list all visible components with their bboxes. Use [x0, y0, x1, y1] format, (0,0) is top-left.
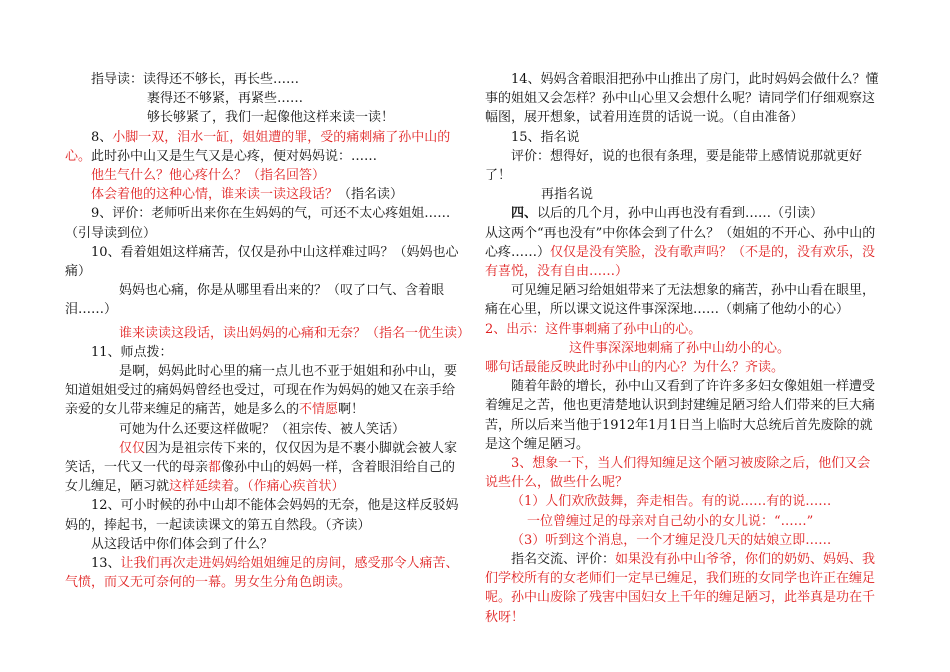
paragraph-10: 10、看着姐姐这样痛苦，仅仅是孙中山这样难过吗？（妈妈也心痛） — [65, 244, 459, 280]
right-column — [485, 70, 883, 627]
paragraph-teacher-note: 是啊，妈妈此时心里的痛一点儿也不亚于姐姐和孙中山，要知道姐姐受过的痛妈妈曾经也受过，可现在作为妈妈的她又在亲手给亲爱的女儿带来缠足的痛苦，她是多么的不情愿啊！ — [65, 364, 458, 418]
paragraph-tradition: 仅仅因为是祖宗传下来的，仅仅因为是不裹小脚就会被人家笑话，一代又一代的母亲都像孙中山的妈妈一样，含着眼泪给自己的女儿缠足，陋习就这样延续着。（作痛心疾首状） — [65, 440, 458, 495]
paragraph-imagine-3: （3）听到这个消息，一个才缠足没几天的姑娘立即…… — [511, 532, 832, 548]
paragraph-imagine-2: 一位曾缠过足的母亲对自己幼小的女儿说：“……” — [527, 513, 814, 529]
paragraph-mother-heartache: 妈妈也心痛，你是从哪里看出来的？（叹了口气、含着眼泪……） — [65, 283, 445, 318]
paragraph-call-again: 再指名说 — [541, 187, 594, 203]
left-column — [65, 70, 471, 592]
paragraph-13: 13、让我们再次走进妈妈给姐姐缠足的房间，感受那令人痛苦、气愤，而又无可奈何的一幕。男女生分角色朗读。 — [65, 556, 459, 591]
paragraph-section-four: 四、以后的几个月，孙中山再也没有看到……（引读） — [511, 206, 824, 222]
paragraph-pain: 可见缠足陋习给姐姐带来了无法想象的痛苦，孙中山看在眼里，痛在心里，所以课文说这件事深深地……（刺痛了他幼小的心） — [485, 283, 876, 318]
paragraph-question-red: 他生气什么？他心疼什么？（指名回答） — [91, 168, 326, 184]
paragraph-show-sentence-2: 这件事深深地刺痛了孙中山幼小的心。 — [569, 340, 791, 356]
paragraph-show-sentence: 2、出示：这件事刺痛了孙中山的心。 — [485, 321, 702, 337]
paragraph-read-prompt: 体会着他的这种心情，谁来读一读这段话？（指名读） — [91, 187, 404, 203]
paragraph-why: 可她为什么还要这样做呢？（祖宗传、被人笑话） — [119, 421, 406, 437]
paragraph-read-red: 谁来读读这段话，读出妈妈的心痛和无奈？（指名一优生读） — [119, 325, 471, 341]
paragraph-which-sentence: 哪句话最能反映此时孙中山的内心？为什么？齐读。 — [485, 360, 785, 376]
paragraph-9: 9、评价：老师听出来你在生妈妈的气，可还不太心疼姐姐……（引导读到位） — [65, 206, 451, 241]
paragraph-14: 14、妈妈含着眼泪把孙中山推出了房门，此时妈妈会做什么？懂事的姐姐又会怎样？孙中山心里又会想什么呢？请同学们仔细观察这幅图，展开想象，试着用连贯的话说一说。（自由准备） — [485, 72, 879, 126]
paragraph-imagine: 3、想象一下，当人们得知缠足这个陋习被废除之后，他们又会说些什么，做些什么呢？ — [485, 456, 871, 491]
paragraph-never-again: 从这两个“再也没有”中你体会到了什么？（姐姐的不开心、孙中山的心疼……）仅仅是没有笑脸，没有歌声吗？（不是的，没有欢乐，没有喜悦，没有自由……） — [485, 225, 876, 280]
paragraph-12: 12、可小时候的孙中山却不能体会妈妈的无奈，他是这样反驳妈妈的，捧起书，一起读读课文的第五自然段。（齐读） — [65, 498, 459, 533]
paragraph-wrap-tighter: 裹得还不够紧，再紧些…… — [147, 91, 304, 107]
paragraph-11: 11、师点拨： — [91, 344, 173, 360]
paragraph-exchange: 指名交流、评价：如果没有孙中山爷爷，你们的奶奶、妈妈、我们学校所有的女老师们一定早已缠足，我们班的女同学也许正在缠足呢。孙中山废除了残害中国妇女上千年的缠足陋习，此举真是功在千秋呀！ — [485, 552, 876, 625]
paragraph-read-together: 够长够紧了，我们一起像他这样来读一读！ — [147, 110, 395, 126]
paragraph-imagine-1: （1）人们欢欣鼓舞，奔走相告。有的说……有的说…… — [511, 494, 832, 510]
paragraph-guide-read: 指导读：读得还不够长，再长些…… — [91, 72, 300, 87]
paragraph-8: 8、小脚一双，泪水一缸，姐姐遭的罪，受的痛刺痛了孙中山的心。此时孙中山又是生气又是心疼，便对妈妈说：…… — [65, 129, 451, 164]
paragraph-15: 15、指名说 — [511, 129, 580, 145]
paragraph-what-learned: 从这段话中你们体会到了什么？ — [91, 536, 274, 552]
paragraph-evaluation: 评价：想得好，说的也很有条理，要是能带上感情说那就更好了！ — [485, 148, 863, 184]
paragraph-history: 随着年龄的增长，孙中山又看到了许许多多妇女像姐姐一样遭受着缠足之苦，他也更清楚地认识到封建缠足陋习给人们带来的巨大痛苦，所以后来当他于1912年1月1日当上临时大总统后首先废除的就是这个缠足陋习。 — [485, 379, 876, 452]
